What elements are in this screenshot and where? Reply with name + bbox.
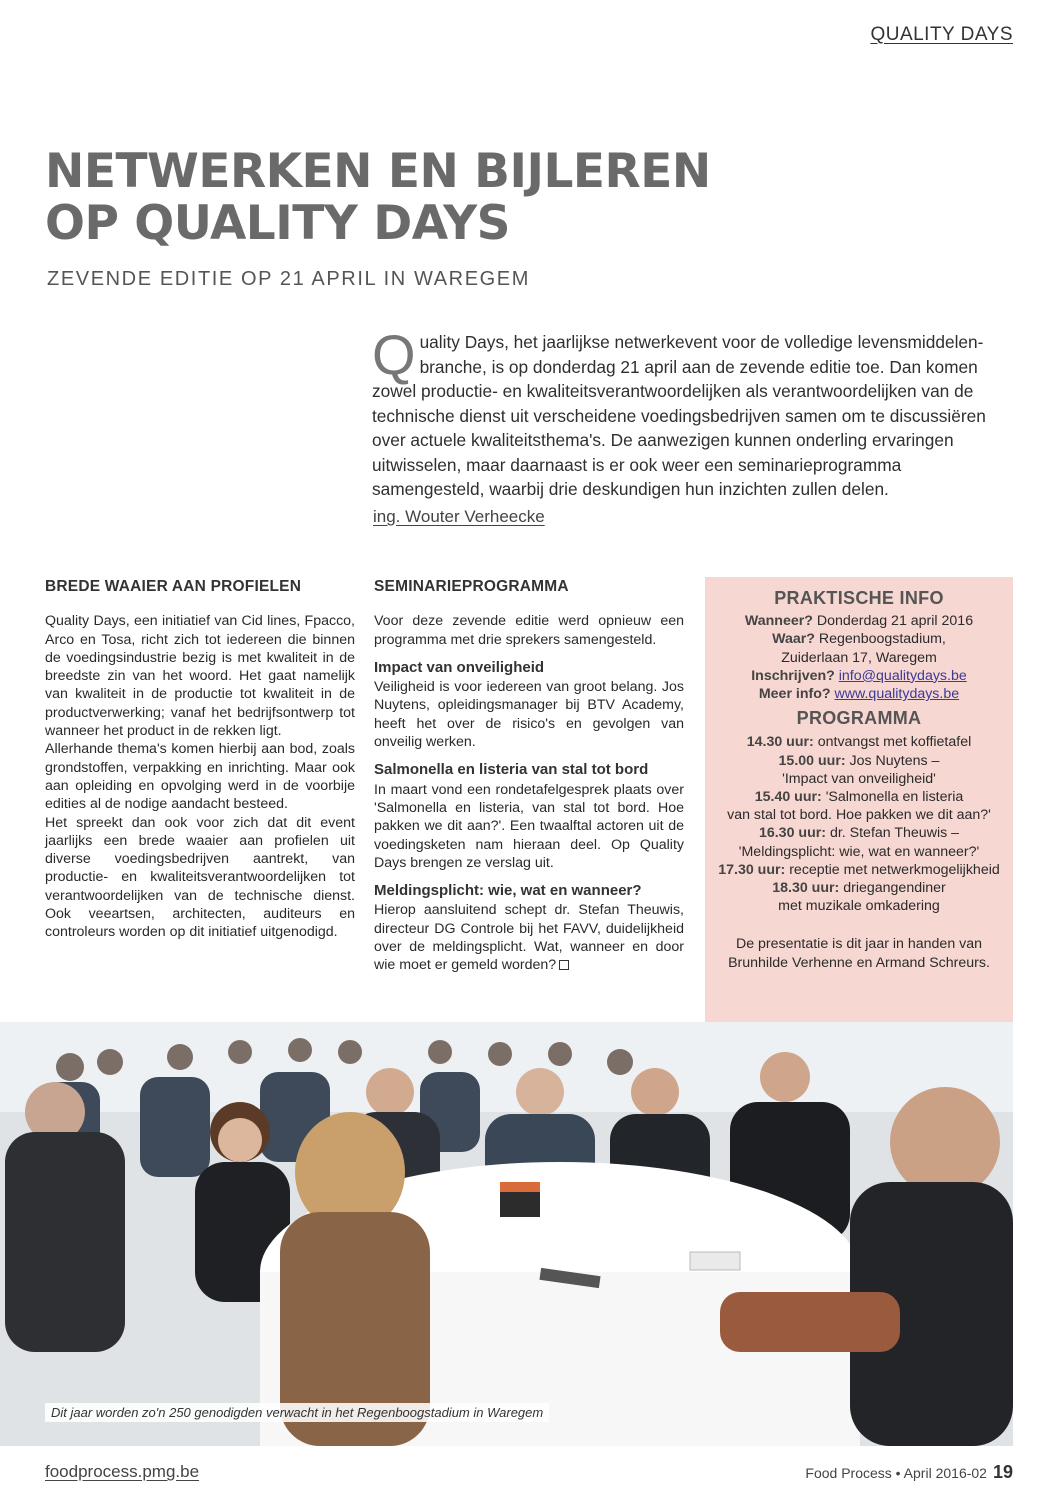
- program-text: Jos Nuytens –: [849, 752, 940, 769]
- program-time: 15.40 uur:: [754, 789, 822, 806]
- footer-url[interactable]: foodprocess.pmg.be: [45, 1462, 200, 1481]
- program-time: 16.30 uur:: [758, 825, 826, 842]
- program-text: ontvangst met koffietafel: [817, 734, 972, 751]
- program-item-cont: 'Meldingsplicht: wie, wat en wanneer?': [738, 843, 980, 860]
- info-register: [705, 667, 1013, 685]
- title-line-2: OP QUALITY DAYS: [45, 196, 510, 251]
- paragraph: In maart vond een rondetafelgesprek plaats over 'Salmonella en listeria, van stal tot bord. Hoe pakken we dit aan?'. Een twaalftal actoren uit de voedingsketen nam hieraan deel. Op Quality Days brengen ze verslag uit.: [374, 781, 684, 871]
- program-title: PROGRAMMA: [796, 708, 922, 729]
- program-item: [705, 824, 1013, 842]
- info-where-line2: Zuiderlaan 17, Waregem: [781, 649, 937, 666]
- program-item: [705, 788, 1013, 806]
- title-line-1: NETWERKEN EN BIJLEREN: [45, 144, 711, 199]
- info-title: PRAKTISCHE INFO: [774, 588, 944, 608]
- intro-paragraph: [372, 323, 1017, 502]
- column-heading: SEMINARIEPROGRAMMA: [374, 578, 569, 595]
- website-link[interactable]: www.qualitydays.be: [834, 686, 960, 703]
- author-byline: ing. Wouter Verheecke: [373, 507, 545, 526]
- program-text: driegangendiner: [843, 880, 946, 897]
- program-item: [705, 733, 1013, 751]
- column-heading: BREDE WAAIER AAN PROFIELEN: [45, 578, 302, 595]
- program-text: receptie met netwerkmogelijkheid: [789, 861, 1000, 878]
- paragraph: Allerhande thema's komen hierbij aan bod, zoals grondstoffen, verpakking en inrichting. Maar ook aan opleiding en opvolging werd in de voorbije edities al de nodige aandacht besteed.: [45, 741, 355, 813]
- column-profiles: [45, 578, 355, 942]
- info-when: [705, 612, 1013, 630]
- subheading: Salmonella en listeria van stal tot bord: [374, 761, 649, 779]
- info-where: [705, 630, 1013, 648]
- article-title: [45, 146, 745, 250]
- subheading: Meldingsplicht: wie, wat en wanneer?: [374, 882, 642, 900]
- info-label: Wanneer?: [744, 613, 813, 630]
- event-photo-illustration: [0, 1022, 1013, 1446]
- program-item-cont: 'Impact van onveiligheid': [782, 770, 936, 787]
- intro-text: uality Days, het jaarlijkse netwerkevent voor de volledige levensmiddelen-branche, is op donderdag 21 april aan de zevende editie toe. Dan komen zowel productie- en kwaliteitsverantwoordelijken als verantwoordelijken van de technische dienst uit verscheidene voedingsbedrijven samen om te discussiëren over actuele kwaliteitsthema's. De aanwezigen kunnen onderling ervaringen uitwisselen, maar daarnaast is er ook weer een seminarieprogramma samengesteld, waarbij drie deskundigen hun inzichten zullen delen.: [372, 332, 986, 499]
- program-text: dr. Stefan Theuwis –: [829, 825, 960, 842]
- drop-cap: Q: [372, 323, 416, 386]
- paragraph: Het spreekt dan ook voor zich dat dit event jaarlijks een brede waaier aan profielen uit diverse voedingsbedrijven aantrekt, van productie- en kwaliteitsverantwoordelijken tot verantwoordelijken van de technische dienst. Ook veeartsen, architecten, auditeurs en controleurs worden op dit initiatief uitgenodigd.: [45, 814, 355, 941]
- program-item: [705, 879, 1013, 897]
- program-time: 17.30 uur:: [718, 861, 786, 878]
- footer-issue: [805, 1462, 1013, 1483]
- subheading: Impact van onveiligheid: [374, 658, 545, 676]
- email-link[interactable]: info@qualitydays.be: [838, 667, 967, 684]
- paragraph: Quality Days, een initiatief van Cid lines, Fpacco, Arco en Tosa, richt zich tot iedereen die binnen de voedingsindustrie bezig is met kwaliteit in de breedste zin van het woord. Het gaat namelijk van kwaliteit in de productie tot kwaliteit in de productverwerking; vanaf het bedrijfsontwerp tot wanneer het product in de rekken ligt.: [45, 613, 355, 740]
- program-item-cont: met muzikale omkadering: [778, 898, 940, 915]
- program-item: [705, 752, 1013, 770]
- info-label: Meer info?: [758, 686, 831, 703]
- practical-info-box: [705, 577, 1013, 1027]
- photo-caption: Dit jaar worden zo'n 250 genodigden verwacht in het Regenboogstadium in Waregem: [45, 1403, 549, 1422]
- program-item-cont: van stal tot bord. Hoe pakken we dit aan?': [727, 807, 991, 824]
- page-number: 19: [992, 1462, 1013, 1482]
- event-photo: [0, 1022, 1013, 1446]
- paragraph: Veiligheid is voor iedereen van groot belang. Jos Nuytens, opleidingsmanager bij BTV Academy, heeft het over de risico's en gevolgen van onveilig werken.: [374, 679, 684, 751]
- program-time: 15.00 uur:: [778, 752, 846, 769]
- program-time: 14.30 uur:: [746, 734, 814, 751]
- paragraph: [374, 901, 684, 974]
- end-mark-icon: [559, 960, 569, 970]
- column-seminar: [374, 578, 684, 975]
- info-more: [705, 685, 1013, 703]
- info-value: Regenboogstadium,: [818, 631, 946, 648]
- info-footer: De presentatie is dit jaar in handen van Brunhilde Verhenne en Armand Schreurs.: [728, 936, 990, 971]
- paragraph: Voor deze zevende editie werd opnieuw een programma met drie sprekers samengesteld.: [374, 613, 684, 648]
- info-label: Waar?: [772, 631, 815, 648]
- program-item: [705, 861, 1013, 879]
- info-label: Inschrijven?: [751, 667, 835, 684]
- issue-info: Food Process • April 2016-02: [805, 1465, 987, 1481]
- program-text: 'Salmonella en listeria: [825, 789, 964, 806]
- section-tag: QUALITY DAYS: [870, 24, 1013, 45]
- article-subtitle: ZEVENDE EDITIE OP 21 APRIL IN WAREGEM: [47, 268, 531, 290]
- info-value: Donderdag 21 april 2016: [816, 613, 974, 630]
- paragraph-text: Hierop aansluitend schept dr. Stefan Theuwis, directeur DG Controle bij het FAVV, duidelijkheid over de meldingsplicht. Wat, wanneer en door wie moet er gemeld worden?: [374, 902, 684, 974]
- program-time: 18.30 uur:: [772, 880, 840, 897]
